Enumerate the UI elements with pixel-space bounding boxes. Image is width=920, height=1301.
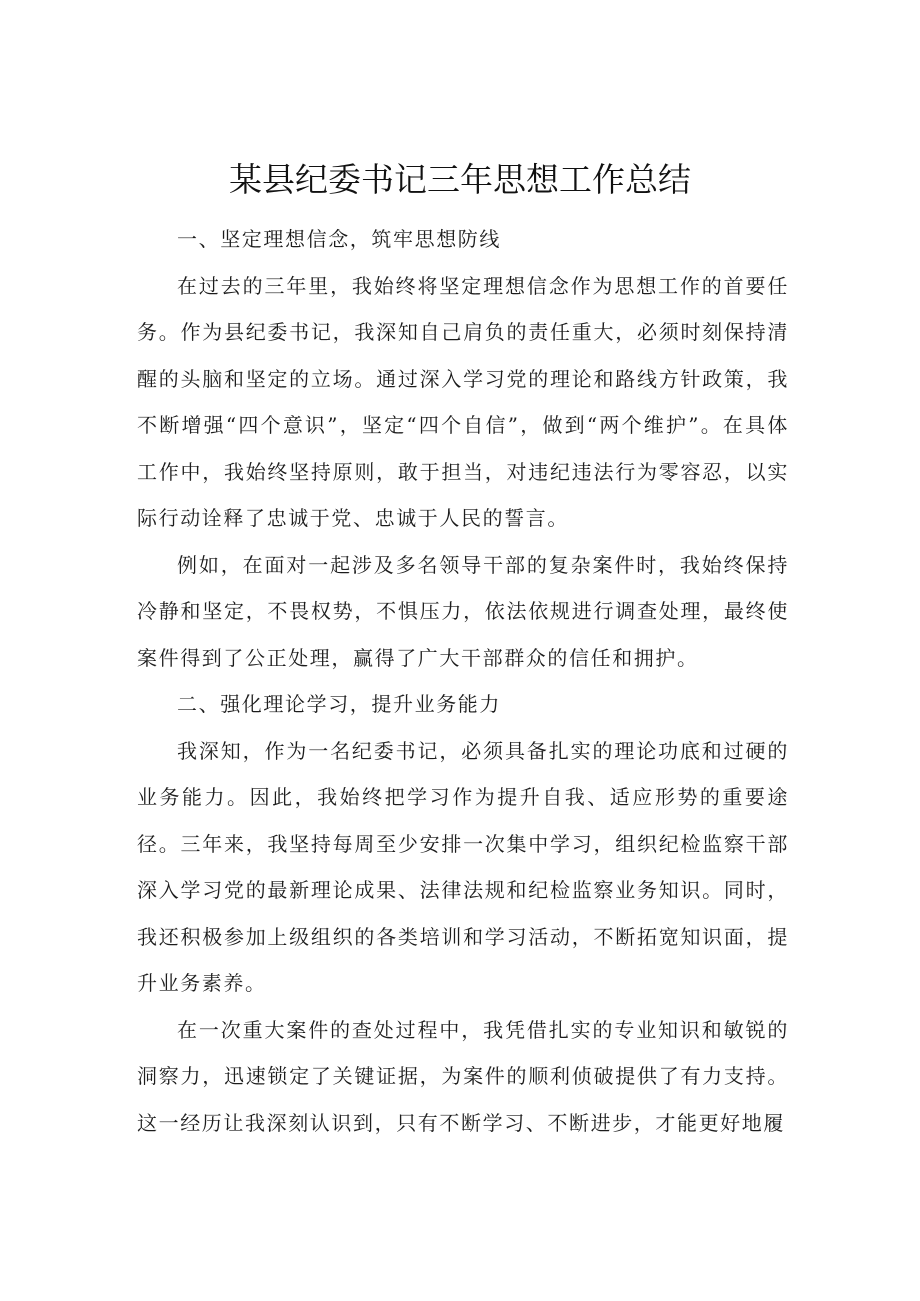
section-heading-1: 一、坚定理想信念，筑牢思想防线 (177, 227, 501, 251)
section-heading-2: 二、强化理论学习，提升业务能力 (177, 692, 501, 716)
paragraph: 我深知，作为一名纪委书记，必须具备扎实的理论功底和过硬的业务能力。因此，我始终把学习作为提升自我、适应形势的重要途径。三年来，我坚持每周至少安排一次集中学习，组织纪检监察干部深入学习党的最新理论成果、法律法规和纪检监察业务知识。同时，我还积极参加上级组织的各类培训和学习活动，不断拓宽知识面，提升业务素养。 (137, 738, 789, 995)
document-body (137, 216, 789, 1146)
paragraph: 在一次重大案件的查处过程中，我凭借扎实的专业知识和敏锐的洞察力，迅速锁定了关键证据，为案件的顺利侦破提供了有力支持。这一经历让我深刻认识到，只有不断学习、不断进步，才能更好地履 (137, 1017, 789, 1135)
document-title: 某县纪委书记三年思想工作总结 (229, 160, 691, 199)
paragraph: 在过去的三年里，我始终将坚定理想信念作为思想工作的首要任务。作为县纪委书记，我深知自己肩负的责任重大，必须时刻保持清醒的头脑和坚定的立场。通过深入学习党的理论和路线方针政策，我不断增强“四个意识”，坚定“四个自信”，做到“两个维护”。在具体工作中，我始终坚持原则，敢于担当，对违纪违法行为零容忍，以实际行动诠释了忠诚于党、忠诚于人民的誓言。 (137, 273, 789, 530)
paragraph: 例如，在面对一起涉及多名领导干部的复杂案件时，我始终保持冷静和坚定，不畏权势，不惧压力，依法依规进行调查处理，最终使案件得到了公正处理，赢得了广大干部群众的信任和拥护。 (137, 552, 789, 670)
